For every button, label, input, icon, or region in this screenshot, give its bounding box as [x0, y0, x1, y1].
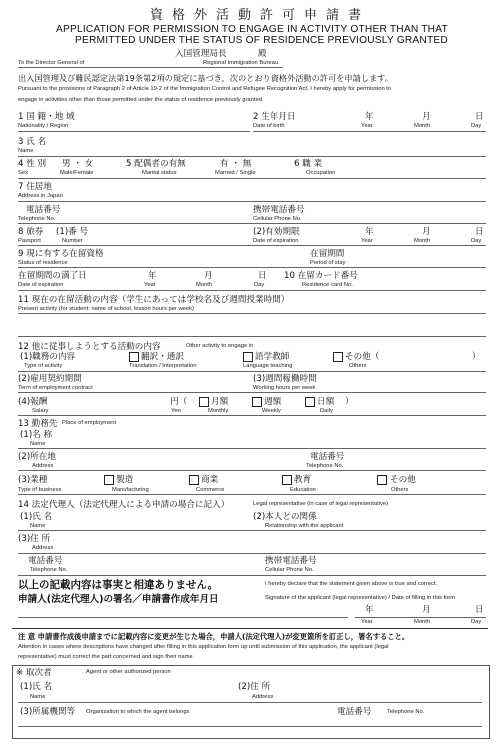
salary-yen-en: Yen [171, 408, 181, 414]
name-label-en: Name [18, 148, 34, 154]
passport-label: 8 旅券 [18, 227, 44, 237]
education-option: 教育 [294, 475, 312, 485]
marital-options-en: Married / Single [215, 170, 256, 176]
address-cell-label: 携帯電話番号 [253, 205, 305, 215]
sex-options-en: Male/Female [60, 170, 94, 176]
business-others-checkbox[interactable] [377, 475, 387, 485]
agent-address-label: (2)住 所 [238, 682, 271, 692]
sex-label-en: Sex [18, 170, 28, 176]
agent-address-label-en: Address [252, 694, 274, 700]
business-others-option-en: Others [391, 487, 409, 493]
form-title-en-line2: PERMITTED UNDER THE STATUS OF RESIDENCE PREVIOUSLY GRANTED [75, 35, 448, 46]
signature-day-en: Day [471, 619, 482, 625]
legal-rep-name-label: (1)氏 名 [20, 512, 53, 522]
status-field[interactable] [18, 267, 486, 268]
salary-label: (4)報酬 [18, 397, 48, 407]
agent-name-label: (1)氏 名 [20, 682, 53, 692]
agent-tel-label: 電話番号 [337, 707, 372, 717]
employer-name-label-en: Name [30, 441, 46, 447]
legal-rep-cell-label: 携帯電話番号 [265, 556, 317, 566]
contract-hours-field[interactable] [18, 392, 486, 393]
legal-rep-phone-field[interactable] [18, 575, 486, 576]
agent-label: ※ 取次者 [16, 668, 52, 678]
notice-en-line1: Attention In cases where descriptions have changed after filling in this application form up until submission of this application, the applicant (legal [18, 644, 389, 650]
marital-options[interactable]: 有 ・ 無 [220, 159, 252, 169]
salary-close-paren: ） [345, 397, 354, 407]
commerce-checkbox[interactable] [189, 475, 199, 485]
salary-yen-label: 円（ [170, 397, 188, 407]
birth-month-label: 月 [422, 112, 431, 122]
birthdate-label-en: Date of birth [253, 123, 285, 129]
employment-label-en: Place of employment [62, 420, 117, 426]
weekly-option: 週額 [264, 397, 282, 407]
period-label-en: Period of stay [310, 260, 346, 266]
employer-tel-label-en: Telephone No. [306, 463, 344, 469]
employer-address-field[interactable] [18, 470, 486, 471]
signature-field[interactable] [18, 617, 348, 618]
intro-en-line2: engage in activities other than those permitted under the status of residence previously granted. [18, 97, 264, 103]
sex-options[interactable]: 男 ・ 女 [62, 159, 94, 169]
contract-term-label: (2)雇用契約期間 [18, 374, 82, 384]
monthly-checkbox[interactable] [199, 397, 209, 407]
legal-rep-name-field[interactable] [18, 530, 486, 531]
declaration-jp: 以上の記載内容は事実と相違ありません。 [18, 579, 219, 591]
other-activity-label-en: Other activity to engage in [186, 343, 254, 349]
commerce-option: 商業 [201, 475, 219, 485]
stay-year-en: Year [144, 282, 156, 288]
monthly-option-en: Monthly [208, 408, 229, 414]
intro-jp: 出入国管理及び難民認定法第19条第2項の規定に基づき，次のとおり資格外活動の許可を申請します。 [18, 73, 393, 83]
sex-label: 4 性 別 [18, 159, 47, 169]
address-phone-field[interactable] [18, 223, 486, 224]
occupation-label-en: Occupation [306, 170, 336, 176]
name-field[interactable] [18, 156, 486, 157]
employer-tel-label: 電話番号 [310, 452, 345, 462]
legal-rep-relation-label: (2)本人との関係 [253, 512, 317, 522]
form-title-jp: 資格外活動許可申請書 [150, 8, 371, 23]
passport-day-label: 日 [475, 227, 484, 237]
legal-rep-address-label: (3)住 所 [18, 534, 51, 544]
present-activity-field[interactable] [18, 313, 486, 314]
legal-rep-cell-label-en: Cellular Phone No. [265, 567, 314, 573]
education-checkbox[interactable] [282, 475, 292, 485]
employer-address-label: (2)所在地 [18, 452, 56, 462]
passport-label-en: Passport [18, 238, 41, 244]
stay-expiry-label-en: Date of expiration [18, 282, 64, 288]
others-close-paren: ） [472, 352, 481, 362]
employer-name-field[interactable] [18, 448, 486, 449]
language-teaching-option: 語学教師 [255, 352, 290, 362]
passport-expiry-en: Date of expiration [253, 238, 299, 244]
nationality-label: 1 国 籍・地 域 [18, 112, 75, 122]
agent-name-label-en: Name [30, 694, 46, 700]
translation-option: 翻訳・通訳 [141, 352, 184, 362]
translation-option-en: Translation / Interpretation [129, 363, 197, 369]
form-title-en-line1: APPLICATION FOR PERMISSION TO ENGAGE IN ACTIVITY OTHER THAN THAT [56, 24, 448, 35]
card-number-field[interactable] [18, 290, 486, 291]
business-type-label-en: Type of business [18, 487, 62, 493]
manufacturing-checkbox[interactable] [104, 475, 114, 485]
signature-year-en: Year [361, 619, 373, 625]
address-tel-label-en: Telephone No. [18, 216, 56, 222]
stay-month-en: Month [196, 282, 213, 288]
legal-rep-relation-label-en: Relationship with the applicant [265, 523, 344, 529]
notice-jp: 注 意 申請書作成後申請までに記載内容に変更が生じた場合，申請人(法定代理人)が変更箇所を訂正し，署名すること。 [18, 632, 410, 641]
legal-rep-tel-label: 電話番号 [28, 556, 63, 566]
stay-month-label: 月 [204, 271, 213, 281]
signature-label-jp: 申請人(法定代理人)の署名／申請書作成年月日 [18, 594, 219, 605]
working-hours-label-en: Working hours per week [253, 385, 316, 391]
passport-day-en: Day [471, 238, 482, 244]
nationality-label-en: Nationality / Region [18, 123, 69, 129]
signature-year-label: 年 [365, 605, 374, 615]
addressee-bureau-en: Regional Immigration Bureau [203, 60, 279, 66]
address-tel-label: 電話番号 [26, 205, 61, 215]
notice-en-line2: representative) must correct the part concerned and sign their name. [18, 654, 195, 660]
business-type-label: (3)業種 [18, 475, 48, 485]
business-type-line [18, 494, 486, 495]
row4-line[interactable] [18, 178, 486, 179]
salary-field[interactable] [18, 415, 486, 416]
other-activity-label: 12 他に従事しようとする活動の内容 [18, 342, 161, 352]
address-label-en: Address in Japan [18, 193, 63, 199]
address-cell-label-en: Cellular Phone No. [253, 216, 302, 222]
agent-org-label: (3)所属機関等 [20, 707, 76, 717]
card-number-label: 10 在留カード番号 [284, 271, 358, 281]
legal-rep-tel-label-en: Telephone No. [30, 567, 68, 573]
birth-year-label: 年 [365, 112, 374, 122]
manufacturing-option-en: Manufacturing [112, 487, 149, 493]
daily-option-en: Daily [320, 408, 333, 414]
birthdate-field[interactable] [253, 131, 486, 132]
passport-year-label: 年 [365, 227, 374, 237]
activity-type-label-en: Type of activity [24, 363, 63, 369]
intro-en-line1: Pursuant to the provisions of Paragraph 2 of Article 19-2 of the Immigration Control and Refugee Recognition Act, I hereby apply for permission to [18, 86, 392, 92]
birth-month-en: Month [414, 123, 431, 129]
commerce-option-en: Commerce [196, 487, 225, 493]
weekly-checkbox[interactable] [252, 397, 262, 407]
contract-term-label-en: Term of employment contract [18, 385, 93, 391]
signature-day-label: 日 [475, 605, 484, 615]
daily-checkbox[interactable] [305, 397, 315, 407]
others-option-en: Others [349, 363, 367, 369]
agent-label-en: Agent or other authorized person [86, 669, 171, 675]
name-label: 3 氏 名 [18, 137, 47, 147]
marital-label-en: Marital status [142, 170, 177, 176]
salary-label-en: Salary [32, 408, 49, 414]
signature-month-en: Month [414, 619, 431, 625]
birth-day-label: 日 [475, 112, 484, 122]
passport-year-en: Year [361, 238, 373, 244]
address-label: 7 住居地 [18, 182, 52, 192]
stay-year-label: 年 [148, 271, 157, 281]
filling-date-field[interactable] [355, 617, 486, 618]
birth-year-en: Year [361, 123, 373, 129]
signature-month-label: 月 [422, 605, 431, 615]
addressee-line [18, 67, 283, 68]
daily-option: 日額 [317, 397, 335, 407]
working-hours-label: (3)週間稼働時間 [253, 374, 317, 384]
employment-label: 13 勤務先 [18, 419, 58, 429]
address-field[interactable] [18, 201, 486, 202]
notice-top-rule [12, 628, 488, 629]
legal-rep-label: 14 法定代理人（法定代理人による申請の場合に記入） [18, 500, 230, 510]
weekly-option-en: Weekly [262, 408, 281, 414]
language-teaching-option-en: Language teaching [243, 363, 293, 369]
legal-rep-address-field[interactable] [18, 553, 486, 554]
agent-name-field[interactable] [18, 702, 482, 703]
nationality-field[interactable] [18, 131, 250, 132]
status-label-en: Status of residence [18, 260, 68, 266]
monthly-option: 月額 [211, 397, 229, 407]
present-activity-label: 11 現在の在留活動の内容（学生にあっては学校名及び週間授業時間） [18, 295, 290, 305]
activity-type-label: (1)職務の内容 [20, 352, 76, 362]
agent-org-label-en: Organization to which the agent belongs [86, 709, 190, 715]
declaration-en: I hereby declare that the statement given above is true and correct. [265, 581, 438, 587]
agent-org-field[interactable] [18, 726, 482, 727]
passport-number-en: Number [62, 238, 83, 244]
stay-day-en: Day [254, 282, 265, 288]
business-others-option: その他 [390, 475, 416, 485]
period-label: 在留期間 [310, 249, 345, 259]
present-activity-field-2[interactable] [18, 336, 486, 337]
status-label: 9 現に有する在留資格 [18, 249, 104, 259]
language-teaching-checkbox[interactable] [243, 352, 253, 362]
employer-address-label-en: Address [32, 463, 54, 469]
signature-label-en: Signature of the applicant (legal representative) / Date of filling in this form [265, 595, 456, 601]
birth-day-en: Day [471, 123, 482, 129]
passport-month-en: Month [414, 238, 431, 244]
stay-expiry-label: 在留期間の満了日 [18, 271, 87, 281]
stay-day-label: 日 [258, 271, 267, 281]
activity-type-line[interactable] [18, 371, 486, 372]
legal-rep-label-en: Legal representative (in case of legal representative) [253, 501, 389, 507]
passport-number-label: (1)番 号 [56, 227, 89, 237]
agent-tel-label-en: Telephone No. [387, 709, 425, 715]
education-option-en: Education [290, 487, 316, 493]
passport-field[interactable] [18, 245, 486, 246]
birthdate-label: 2 生年月日 [253, 112, 296, 122]
marital-label: 5 配偶者の有無 [126, 159, 186, 169]
passport-expiry-label: (2)有効期限 [253, 227, 300, 237]
present-activity-label-en: Present activity (for student: name of school, lesson hours per week) [18, 306, 194, 312]
others-option: その他（ [345, 352, 380, 362]
addressee-honorific: 殿 [258, 49, 267, 59]
others-checkbox[interactable] [333, 352, 343, 362]
manufacturing-option: 製造 [116, 475, 134, 485]
passport-month-label: 月 [422, 227, 431, 237]
occupation-label: 6 職 業 [294, 159, 323, 169]
addressee-to-en: To the Director General of [18, 60, 85, 66]
legal-rep-address-label-en: Address [32, 545, 54, 551]
employer-name-label: (1)名 称 [20, 430, 53, 440]
translation-checkbox[interactable] [129, 352, 139, 362]
addressee-bureau-jp: 入国管理局長 [175, 49, 227, 59]
card-number-label-en: Residence card No. [302, 282, 353, 288]
legal-rep-name-label-en: Name [30, 523, 46, 529]
